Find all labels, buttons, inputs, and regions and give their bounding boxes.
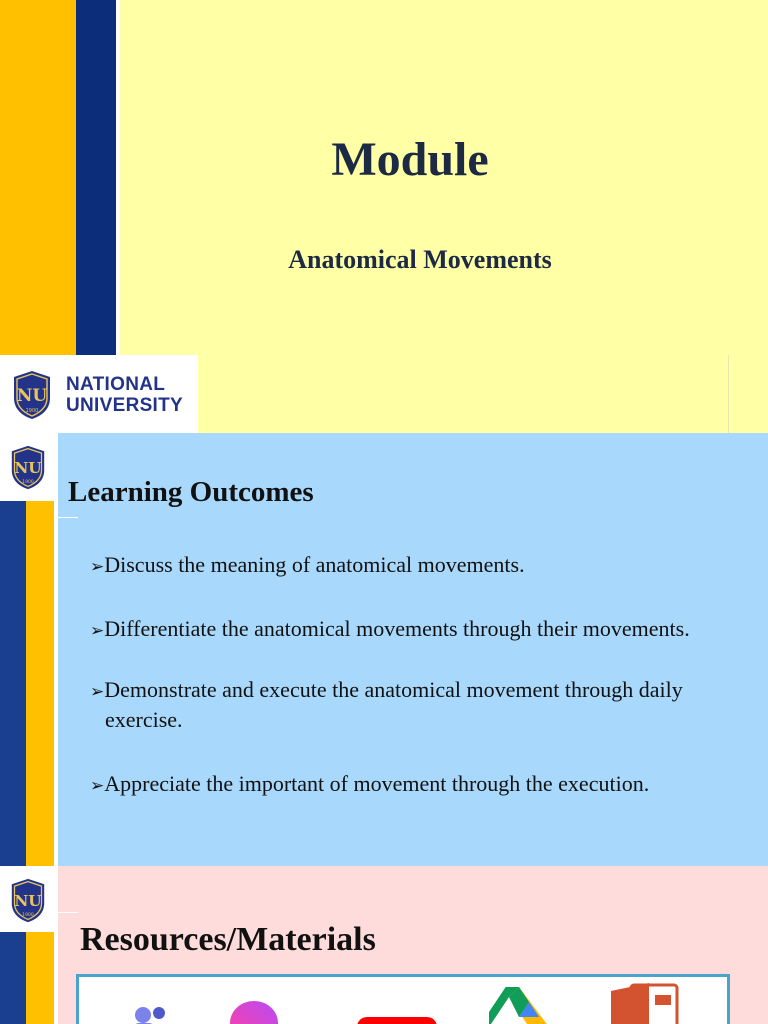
title-slide (0, 0, 768, 433)
navy-stripe (76, 0, 116, 355)
seal-letters: NU (14, 891, 42, 910)
learning-outcomes-slide (0, 433, 768, 866)
seal-year: 1900 (22, 912, 34, 918)
title-tick (54, 912, 78, 913)
list-item (90, 551, 740, 581)
list-item (90, 770, 740, 800)
gold-stripe (0, 0, 76, 355)
bullet-arrow-icon: ➢ (90, 557, 105, 577)
seal-year: 1900 (25, 408, 39, 414)
stripe-divider (116, 0, 120, 355)
bullet-arrow-icon: ➢ (90, 621, 105, 641)
section-title: Learning Outcomes (68, 476, 314, 508)
section-title: Resources/Materials (80, 921, 376, 958)
slide-subtitle: Anatomical Movements (288, 245, 552, 274)
list-item-text: Appreciate the important of movement through the execution. (104, 771, 650, 796)
teams-icon (129, 1001, 169, 1024)
logo-line-national: NATIONAL (66, 374, 166, 395)
bullet-arrow-icon: ➢ (90, 776, 105, 796)
list-item (90, 615, 740, 645)
university-seal-icon (10, 445, 46, 490)
logo-wordmark (66, 374, 183, 416)
outcomes-list (90, 551, 740, 834)
list-item (90, 676, 740, 734)
seal-year: 1900 (22, 479, 34, 485)
powerpoint-icon (609, 981, 679, 1024)
list-item-text: Differentiate the anatomical movements through their movements. (104, 616, 690, 641)
slide-title: Module (331, 133, 489, 186)
list-item-text: Demonstrate and execute the anatomical movement through daily exercise. (104, 677, 683, 732)
gold-stripe (26, 501, 54, 866)
navy-stripe (0, 932, 26, 1024)
google-drive-icon (489, 987, 549, 1024)
university-seal-icon (12, 370, 52, 420)
gold-stripe (26, 932, 54, 1024)
resources-slide (0, 866, 768, 1024)
logo-line-university: UNIVERSITY (66, 395, 184, 416)
seal-letters: NU (14, 458, 42, 477)
youtube-icon (357, 1017, 437, 1024)
list-item-text: Discuss the meaning of anatomical movements. (104, 552, 525, 577)
seal-letters: NU (16, 386, 48, 406)
bullet-arrow-icon: ➢ (90, 682, 105, 702)
title-tick (54, 517, 78, 518)
university-seal-icon (10, 878, 46, 923)
messenger-icon (229, 997, 279, 1024)
navy-stripe (0, 501, 26, 866)
slide-edge-line (728, 355, 729, 433)
resources-icon-strip (76, 974, 730, 1024)
